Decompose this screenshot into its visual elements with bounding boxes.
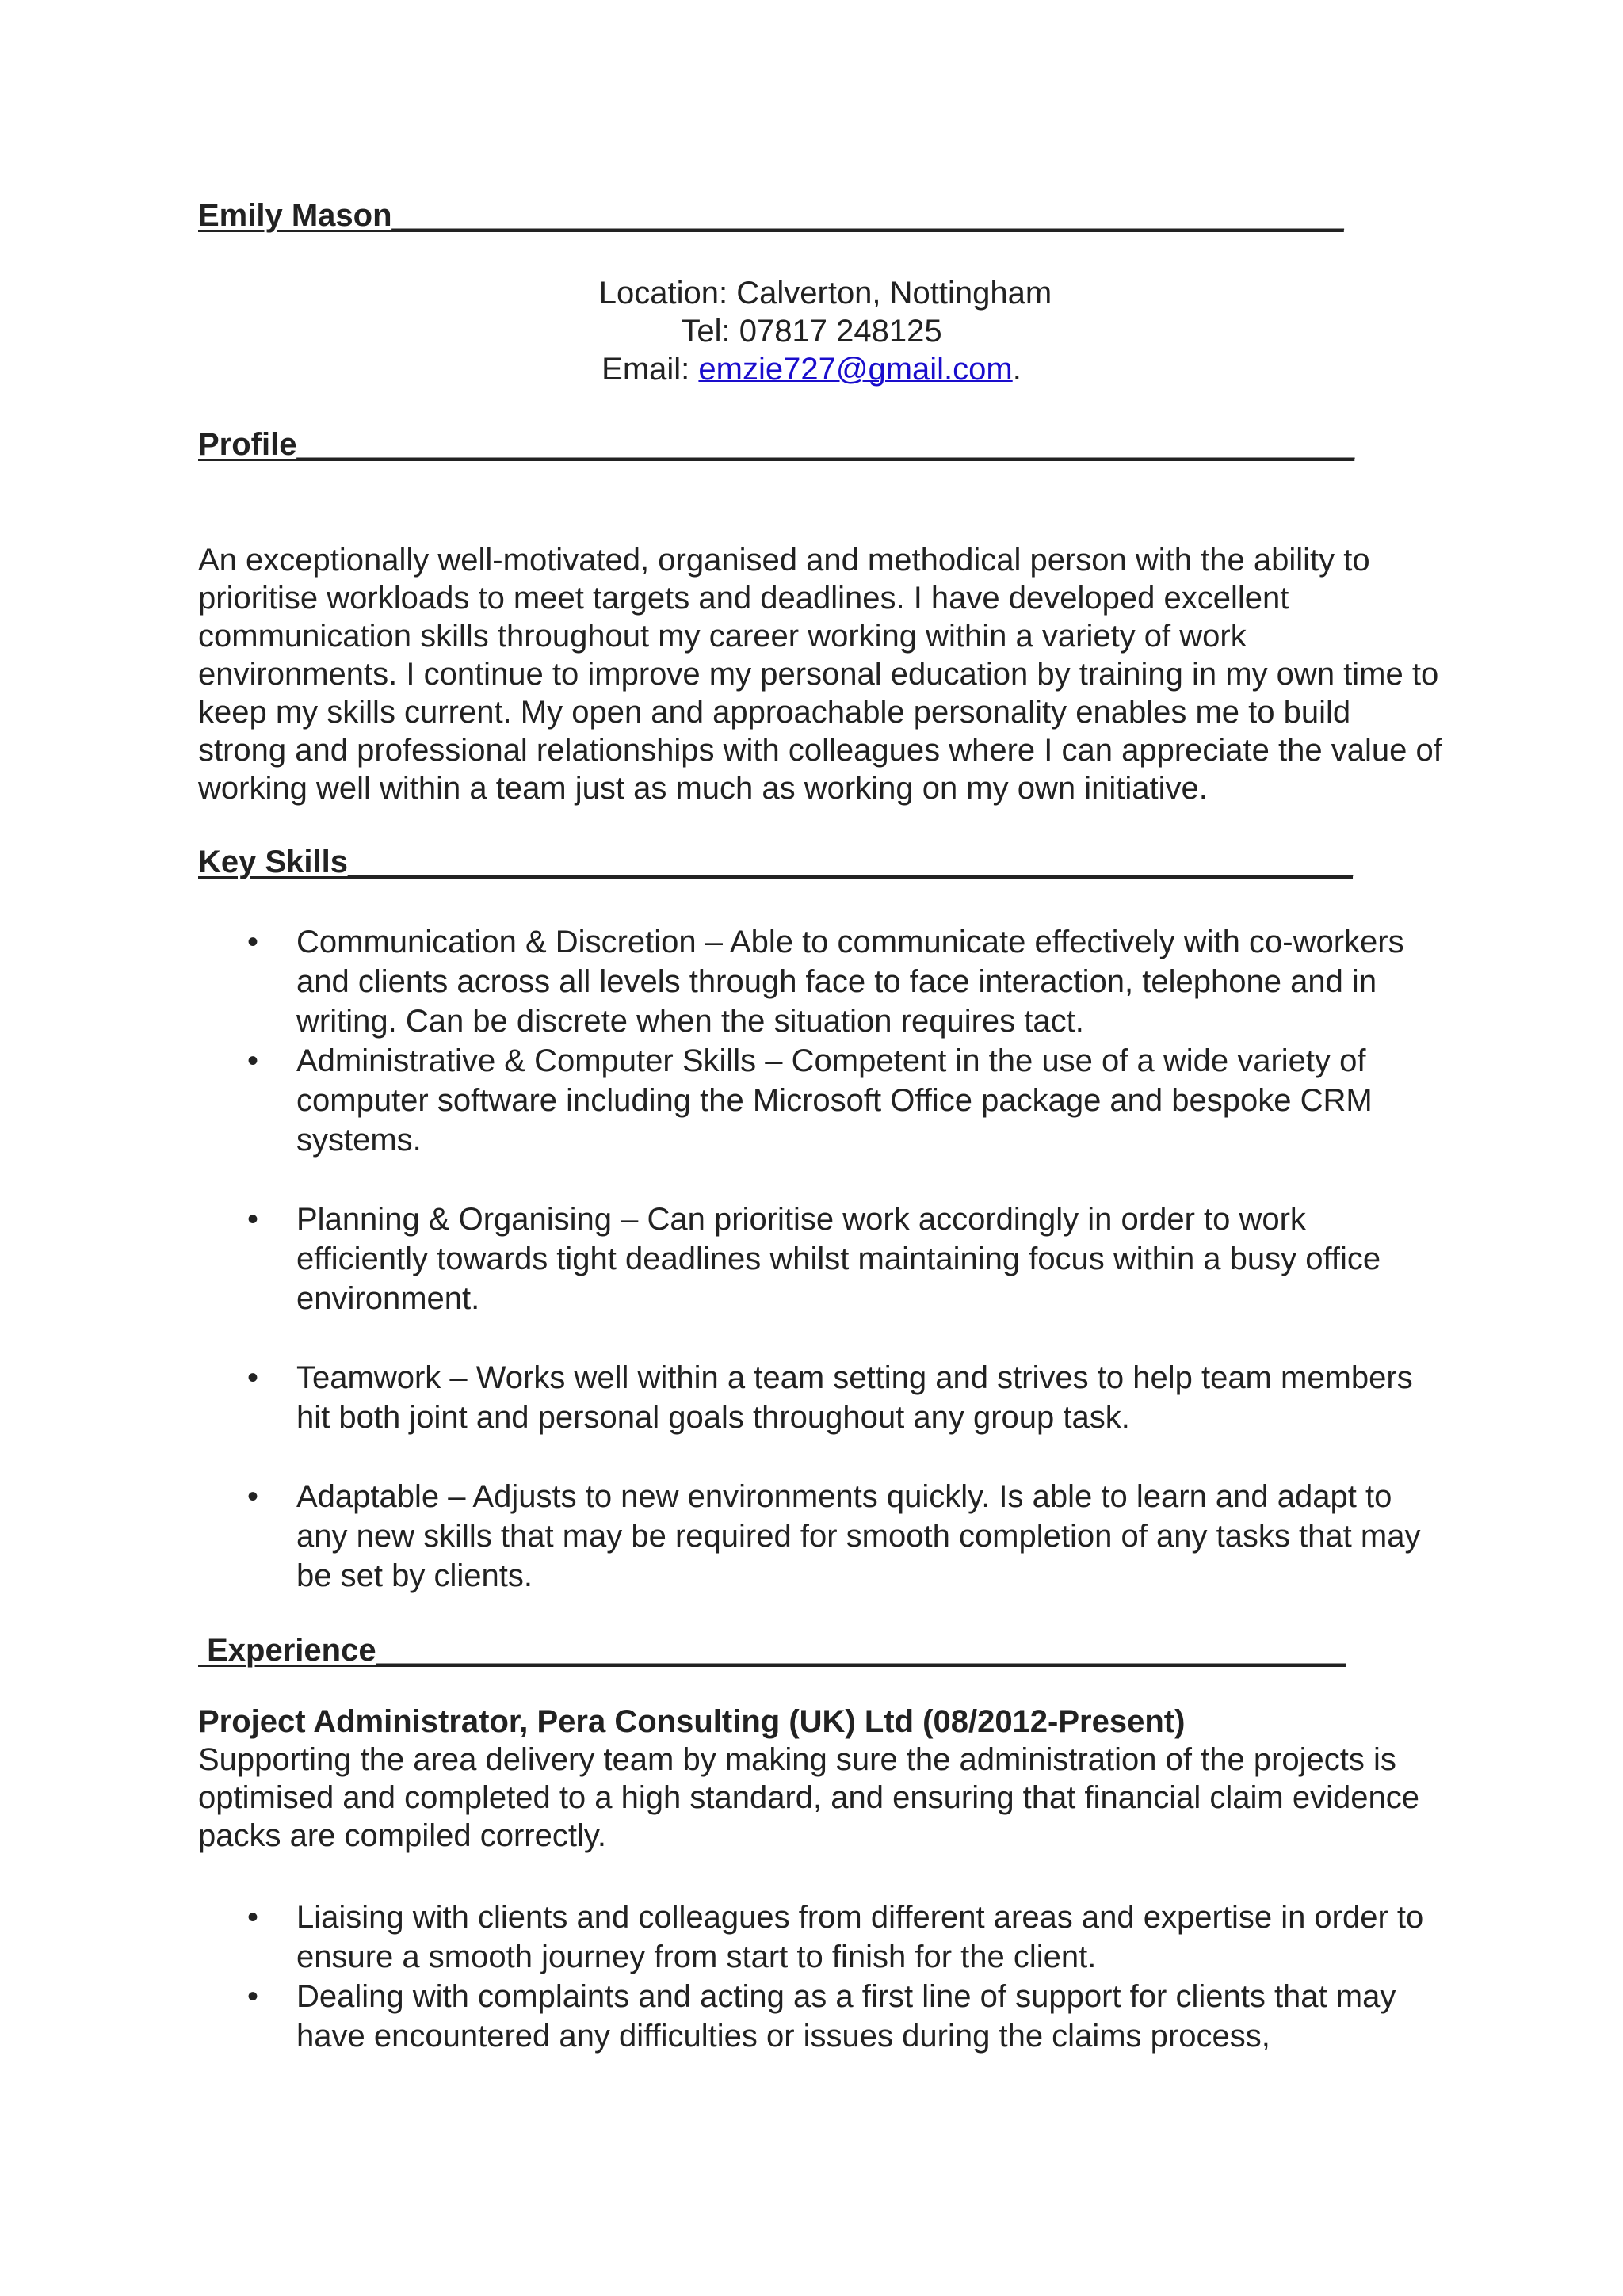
skill-item: • Adaptable – Adjusts to new environments quickly. Is able to learn and adapt to any new skills that may be required for smooth completion of any tasks that may be set by clients. [198,1477,1442,1596]
location-text: Location: Calverton, Nottingham [598,276,1052,311]
email-link[interactable]: emzie727@gmail.com [698,352,1013,387]
job-title: Project Administrator, Pera Consulting (UK) Ltd (08/2012-Present) [198,1704,1186,1739]
name-heading: Emily Mason______________________________________________________ [198,198,1344,233]
job-summary: Supporting the area delivery team by making sure the administration of the projects is optimised and completed to a high standard, and ensuring that financial claim evidence packs are compiled correctly. [198,1742,1419,1853]
skill-item: • Planning & Organising – Can prioritise work accordingly in order to work efficiently towards tight deadlines whilst maintaining focus within a busy office environment. [198,1199,1442,1318]
key-skills-heading: Key Skills_________________________________________________________ [198,845,1354,879]
experience-item: • Dealing with complaints and acting as a first line of support for clients that may have encountered any difficulties or issues during the claims process, [198,1977,1442,2056]
phone-text: Tel: 07817 248125 [681,314,942,349]
skill-item: • Administrative & Computer Skills – Competent in the use of a wide variety of computer software including the Microsoft Office package and bespoke CRM systems. [198,1041,1442,1160]
experience-heading: Experience_______________________________________________________ [198,1633,1346,1668]
email-line [0,350,1623,388]
key-skills-list [198,922,1442,1596]
email-suffix: . [1012,352,1022,387]
profile-text: An exceptionally well-motivated, organised and methodical person with the ability to prioritise workloads to meet targets and deadlines. I have developed excellent communication skills throughout my career working within a variety of work environments. I continue to improve my personal education by training in my own time to keep my skills current. My open and approachable personality enables me to build strong and professional relationships with colleagues where I can appreciate the value of working well within a team just as much as working on my own initiative. [198,543,1442,806]
experience-list [198,1897,1442,2056]
email-label: Email: [601,352,699,387]
profile-heading: Profile____________________________________________________________ [198,427,1355,462]
experience-item: • Liaising with clients and colleagues from different areas and expertise in order to ensure a smooth journey from start to finish for the client. [198,1897,1442,1977]
skill-item: • Teamwork – Works well within a team setting and strives to help team members hit both joint and personal goals throughout any group task. [198,1358,1442,1437]
contact-block [0,274,1623,388]
skill-item: • Communication & Discretion – Able to communicate effectively with co-workers and clients across all levels through face to face interaction, telephone and in writing. Can be discrete when the situation requires tact. [198,922,1442,1041]
